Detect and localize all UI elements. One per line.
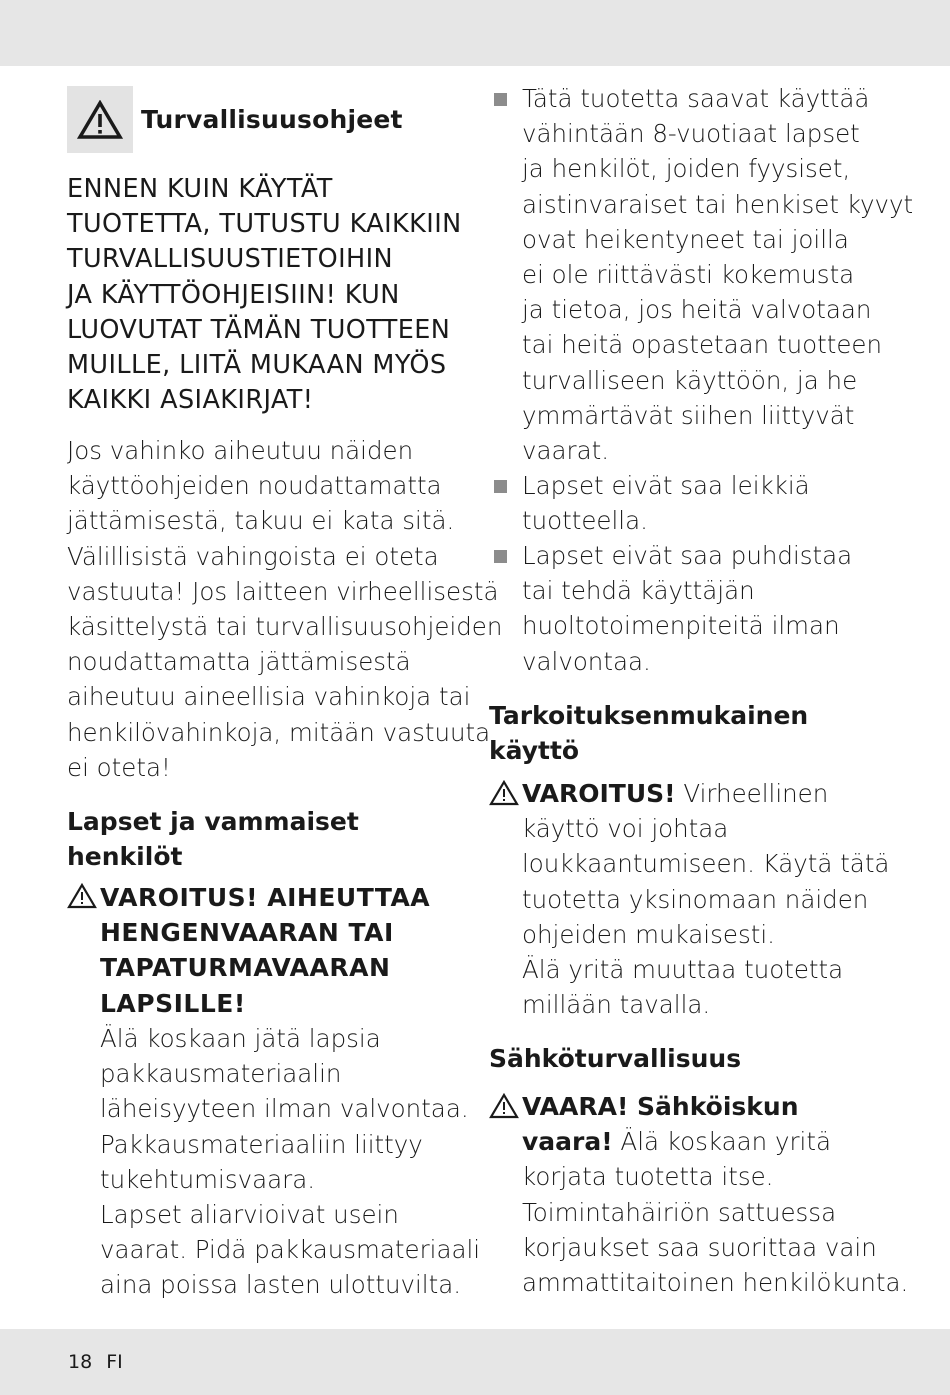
text-line: ja henkilöt, joiden fyysiset, [522,154,851,184]
text-line: ei ole riittävästi kokemusta [522,260,855,290]
text-line: huoltotoimenpiteitä ilman [522,611,840,641]
bullet-square-icon [494,480,507,493]
text-line: jättämisestä, takuu ei kata sitä. [67,506,455,536]
text-line: valvontaa. [522,646,651,676]
text-line: ja tietoa, jos heitä valvotaan [522,295,872,325]
caps-line: TUOTETTA, TUTUSTU KAIKKIIN [67,209,462,240]
text-line: noudattamatta jättämisestä [67,647,411,677]
text-line: tai tehdä käyttäjän [522,576,755,606]
warning-icon-box [67,86,133,153]
text-line: vähintään 8-vuotiaat lapset [522,119,860,149]
text-line: ei oteta! [67,752,171,782]
caps-warning-block [67,172,462,418]
warning-line: TAPATURMAVAARAN [100,953,391,983]
children-warning-text [100,1021,480,1303]
caps-line: KAIKKI ASIAKIRJAT! [67,385,314,416]
page-number: 18 [68,1351,93,1373]
warning-triangle-icon [77,100,123,140]
safety-heading [67,86,403,153]
text-line: tai heitä opastetaan tuotteen [522,330,882,360]
text-line: ymmärtävät siihen liittyvät [522,400,855,430]
text-line: läheisyyteen ilman valvontaa. [100,1094,469,1124]
text-line: Lapset eivät saa leikkiä [522,471,810,500]
language-code: FI [106,1351,123,1373]
warning-label: vaara! [522,1127,613,1157]
warning-label: VAROITUS! [522,779,676,808]
section-heading-electrical: Sähköturvallisuus [489,1044,742,1073]
warning-label: VAARA! Sähköiskun [522,1092,799,1121]
text-line: vaarat. Pidä pakkausmateriaali [100,1235,481,1265]
text-line: tuotetta yksinomaan näiden [522,884,869,914]
warning-line: LAPSILLE! [100,988,246,1018]
text-line: Pakkausmateriaaliin liittyy [100,1129,423,1159]
text-line: henkilövahinkoja, mitään vastuuta [67,717,491,747]
top-band [0,0,950,66]
text-line: korjaukset saa suorittaa vain [522,1232,877,1262]
text-line: pakkausmateriaalin [100,1059,342,1089]
text-line: Lapset eivät saa puhdistaa [522,541,853,570]
section-heading-children [67,804,359,874]
warning-triangle-icon [489,1093,519,1119]
text-line: käsittelystä tai turvallisuusohjeiden [67,612,503,642]
text-line: Lapset aliarvioivat usein [100,1200,399,1230]
text-line: vastuuta! Jos laitteen virheellisestä [67,576,499,606]
electrical-warning [522,1089,908,1300]
text-line: Jos vahinko aiheutuu näiden [67,436,414,465]
warning-line: HENGENVAARAN TAI [100,918,394,948]
warning-text: Virheellinen [675,779,829,808]
text-line: loukkaantumiseen. Käytä tätä [522,849,890,879]
text-line: turvalliseen käyttöön, ja he [522,365,858,395]
text-line: millään tavalla. [522,990,711,1020]
text-line: käyttöohjeiden noudattamatta [67,471,442,501]
heading-line: käyttö [489,736,580,766]
text-line: aistinvaraiset tai henkiset kyvyt [522,189,914,219]
text-line: Toimintahäiriön sattuessa [522,1197,837,1227]
text-line: aina poissa lasten ulottuvilta. [100,1270,461,1300]
bullet-square-icon [494,550,507,563]
liability-paragraph [67,433,502,785]
bottom-band [0,1329,950,1395]
text-line: Välillisistä vahingoista ei oteta [67,541,439,571]
warning-text: Älä koskaan yritä [612,1127,831,1157]
text-line: ohjeiden mukaisesti. [522,919,775,949]
text-line: käyttö voi johtaa [522,814,729,844]
text-line: ammattitaitoinen henkilökunta. [522,1268,909,1298]
section-heading-intended-use [489,698,808,768]
heading-line: Tarkoituksenmukainen [489,701,809,730]
caps-line: ENNEN KUIN KÄYTÄT [67,174,333,204]
text-line: tuotteella. [522,506,648,536]
text-line: ovat heikentyneet tai joilla [522,224,849,254]
heading-line: Lapset ja vammaiset [67,807,359,836]
warning-line: VAROITUS! AIHEUTTAA [100,883,431,912]
bullet-item [522,468,810,538]
text-line: korjata tuotetta itse. [522,1162,774,1192]
text-line: Tätä tuotetta saavat käyttää [522,84,870,113]
caps-line: JA KÄYTTÖOHJEISIIN! KUN [67,279,400,310]
warning-triangle-icon [489,780,519,806]
warning-second-line [522,1124,908,1159]
children-warning-bold [100,880,430,1021]
text-line: Älä yritä muuttaa tuotetta [522,955,844,985]
caps-line: MUILLE, LIITÄ MUKAAN MYÖS [67,350,447,381]
bullet-item [522,538,852,679]
text-line: vaarat. [522,436,610,466]
text-line: aiheutuu aineellisia vahinkoja tai [67,682,471,712]
caps-line: TURVALLISUUSTIETOIHIN [67,244,394,275]
page-footer [68,1351,123,1373]
page-title: Turvallisuusohjeet [141,105,403,134]
bullet-square-icon [494,93,507,106]
intended-use-warning [522,776,889,1022]
bullet-item [522,81,913,468]
warning-triangle-icon [67,883,97,909]
text-line: Älä koskaan jätä lapsia [100,1024,381,1053]
warning-first-line [522,776,889,811]
caps-line: LUOVUTAT TÄMÄN TUOTTEEN [67,314,451,345]
heading-line: henkilöt [67,842,183,872]
text-line: tukehtumisvaara. [100,1164,316,1194]
